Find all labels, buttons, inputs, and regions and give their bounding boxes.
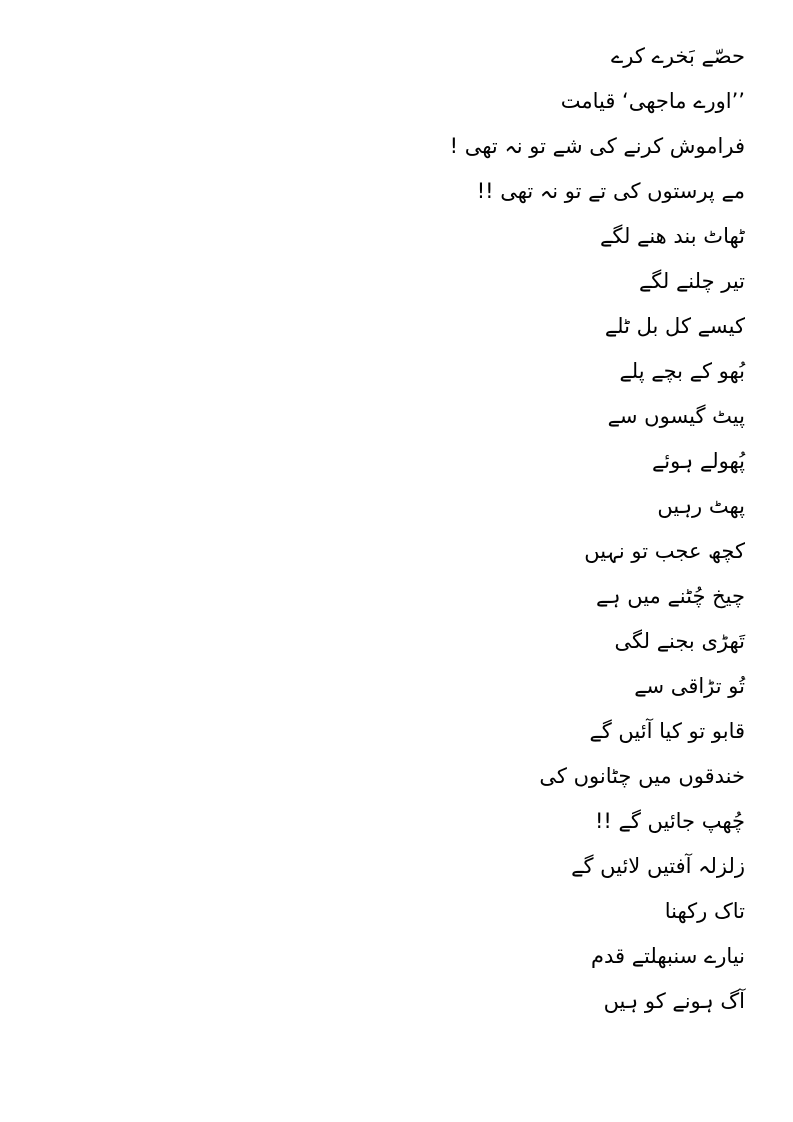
poem-line: کیسے کل بل ٹلے	[604, 314, 745, 338]
poem-line: پھٹ رہیں	[657, 494, 745, 518]
poem-line: زلزلہ آفتیں لائیں گے	[571, 854, 745, 878]
poem-line: کچھ عجب تو نہیں	[584, 539, 745, 563]
poem-line: حصّے بَخرے کرے	[610, 44, 745, 68]
poem-line: مے پرستوں کی تے تو نہ تھی !!	[476, 179, 745, 203]
poem-line: نیارے سنبھلتے قدم	[591, 944, 745, 968]
poem-line: خندقوں میں چٹانوں کی	[539, 764, 745, 788]
poem-line: ’’اورے ماجھی‘ قیامت	[560, 89, 745, 113]
poem-line: تَھڑی بجنے لگی	[614, 629, 745, 653]
poem-line: پیٹ گیسوں سے	[607, 404, 745, 428]
poem-line: تُو تڑاقی سے	[634, 674, 745, 698]
poem-line: پُھولے ہوئے	[651, 449, 745, 473]
poem-line: قابو تو کیا آئیں گے	[589, 719, 745, 743]
poem-line: تاک رکھنا	[664, 899, 745, 923]
poem-line: ٹھاٹ بند ھنے لگے	[600, 224, 745, 248]
poem-line: فراموش کرنے کی شے تو نہ تھی !	[449, 134, 745, 158]
poem-line: چُھپ جائیں گے !!	[595, 809, 745, 833]
poem-line: چیخ چُٹنے میں ہے	[595, 584, 745, 608]
poem-line: آگ ہونے کو ہیں	[603, 989, 745, 1013]
poem-line: بُھو کے بچے پلے	[619, 359, 745, 383]
poem-line: تیر چلنے لگے	[639, 269, 745, 293]
poem-text-block	[425, 34, 745, 1024]
